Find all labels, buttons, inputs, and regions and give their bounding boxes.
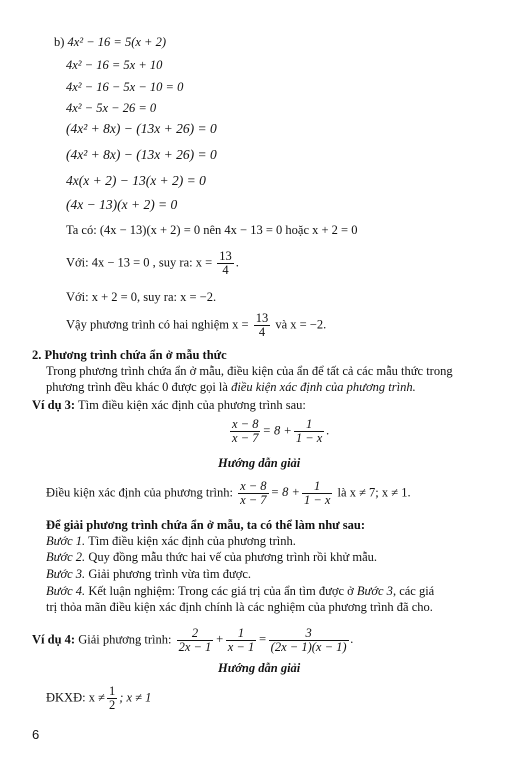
example-title: Ví dụ 3: [32,398,76,412]
fraction-13-4: $\frac{13}{4}$ [255,311,269,339]
condition-line: Điều kiện xác định của phương trình: $\frac{x - 8}{x - 7}$ = 8 + $\frac{1}{1 - x}$ là x ≠ 7; x ≠ 1. [46,479,411,507]
conclusion-line: Vậy phương trình có hai nghiệm x = $\frac{13}{4}$ và x = −2. [66,311,327,339]
example-4-line: Ví dụ 4: Giải phương trình: $\frac{2}{2x - 1}$ + $\frac{1}{x - 1}$ = $\frac{3}{(2x - 1)(x - 1)}$ . [32,626,354,654]
example-3-equation: $\frac{x - 8}{x - 7}$ = 8 + $\frac{1}{1 - x}$ . [232,417,330,445]
section-para-2: phương trình đều khác 0 được gọi là điều kiện xác định của phương trình. [46,380,416,394]
section-para-1: Trong phương trình chứa ẩn ở mẫu, điều kiện của ẩn để tất cả các mẫu thức trong [46,364,453,378]
method-heading: Để giải phương trình chứa ẩn ở mẫu, ta có thể làm như sau: [46,518,366,532]
step-1: 4x² − 16 = 5x + 10 [66,58,163,72]
method-step-2: Bước 2. Quy đồng mẫu thức hai vế của phương trình rồi khử mẫu. [46,550,377,564]
part-b-header [54,34,166,50]
step-3: 4x² − 5x − 26 = 0 [66,101,157,115]
example-3-line: Ví dụ 3: Tìm điều kiện xác định của phương trình sau: [32,398,306,412]
part-label: b) [54,35,65,49]
dkxd-line: ĐKXĐ: x ≠ $\frac{1}{2}$ ; x ≠ 1 [46,684,152,712]
step-7: (4x − 13)(x + 2) = 0 [66,197,178,212]
step-4: (4x² + 8x) − (13x + 26) = 0 [66,121,217,136]
method-step-4-cont: trị thỏa mãn điều kiện xác định chính là các nghiệm của phương trình đã cho. [46,600,433,614]
step-6: 4x(x + 2) − 13(x + 2) = 0 [66,173,206,188]
page-number: 6 [32,727,40,742]
ta-co-line: Ta có: (4x − 13)(x + 2) = 0 nên 4x − 13 = 0 hoặc x + 2 = 0 [66,223,358,237]
equation: 4x² − 16 = 5(x + 2) [67,35,167,49]
step-5: (4x² + 8x) − (13x + 26) = 0 [66,147,217,162]
guide-heading: Hướng dẫn giải [218,456,301,470]
voi-1-line: Với: 4x − 13 = 0 , suy ra: x = $\frac{13}{4}$ . [66,249,239,277]
method-step-4: Bước 4. Kết luận nghiệm: Trong các giá trị của ẩn tìm được ở Bước 3, các giá [46,584,435,598]
example-title: Ví dụ 4: [32,632,76,647]
voi-2-line: Với: x + 2 = 0, suy ra: x = −2. [66,290,217,304]
guide-heading-2: Hướng dẫn giải [218,661,301,675]
method-step-1: Bước 1. Tìm điều kiện xác định của phương trình. [46,534,296,548]
method-step-3: Bước 3. Giải phương trình vừa tìm được. [46,567,252,581]
step-2: 4x² − 16 − 5x − 10 = 0 [66,80,184,94]
section-heading: 2. Phương trình chứa ẩn ở mẫu thức [32,348,227,362]
fraction-13-4: $\frac{13}{4}$ [219,249,232,277]
